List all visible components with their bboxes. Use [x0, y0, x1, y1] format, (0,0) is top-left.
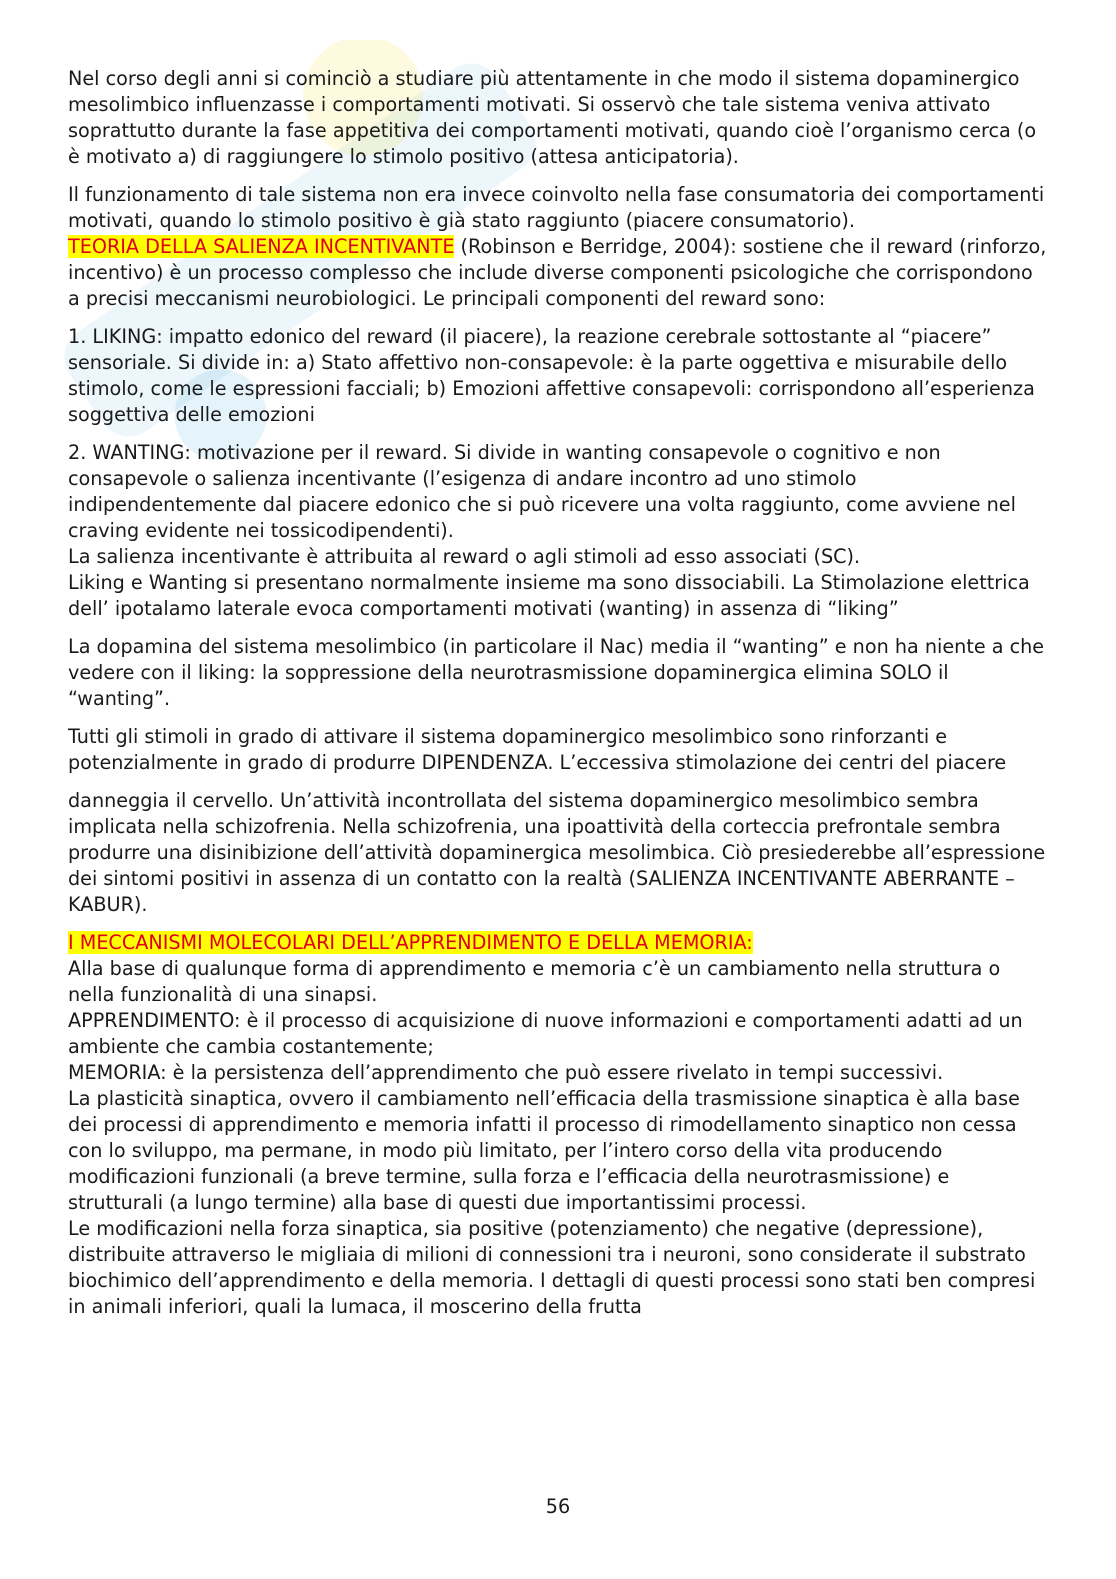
paragraph-wanting: 2. WANTING: motivazione per il reward. Si divide in wanting consapevole o cognitivo e non consapevole o salienza incentivante (l’esigenza di andare incontro ad uno stimolo indipendentemente dal piacere edonico che si può ricevere una volta raggiunto, come avviene nel craving evidente nei tossicodipendenti). — [68, 441, 1016, 542]
page-content — [68, 66, 1048, 1320]
paragraph-incentive-salience — [68, 234, 1048, 312]
heading-incentive-salience-theory: TEORIA DELLA SALIENZA INCENTIVANTE — [68, 235, 455, 258]
heading-molecular-mechanisms — [68, 930, 1048, 956]
paragraph-liking: 1. LIKING: impatto edonico del reward (il piacere), la reazione cerebrale sottostante al “piacere” sensoriale. Si divide in: a) Stato affettivo non-consapevole: è la parte oggettiva e misurabile dello stimolo, come le espressioni facciali; b) Emozioni affettive consapevoli: corrispondono all’esperienza soggettiva delle emozioni — [68, 325, 1035, 426]
paragraph-dopamine-wanting: La dopamina del sistema mesolimbico (in particolare il Nac) media il “wanting” e non ha niente a che vedere con il liking: la soppressione della neurotrasmissione dopaminergica elimina SOLO il “wanting”. — [68, 635, 1045, 710]
paragraph-memory-definition: MEMORIA: è la persistenza dell’apprendimento che può essere rivelato in tempi successivi. — [68, 1061, 944, 1084]
page-number: 56 — [545, 1495, 571, 1518]
paragraph-consummatory-phase: Il funzionamento di tale sistema non era invece coinvolto nella fase consumatoria dei comportamenti motivati, quando lo stimolo positivo è già stato raggiunto (piacere consumatorio). — [68, 183, 1045, 232]
heading-molecular-mechanisms-text: I MECCANISMI MOLECOLARI DELL’APPRENDIMENTO E DELLA MEMORIA: — [68, 931, 753, 954]
incentive-salience-description: (Robinson e Berridge, 2004): sostiene che il reward (rinforzo, incentivo) è un processo complesso che include diverse componenti psicologiche che corrispondono a precisi meccanismi neurobiologici. Le principali componenti del reward sono: — [68, 235, 1047, 310]
paragraph-learning-definition: APPRENDIMENTO: è il processo di acquisizione di nuove informazioni e comportamenti adatti ad un ambiente che cambia costantemente; — [68, 1009, 1023, 1058]
paragraph-synaptic-plasticity: La plasticità sinaptica, ovvero il cambiamento nell’efficacia della trasmissione sinaptica è alla base dei processi di apprendimento e memoria infatti il processo di rimodellamento sinaptico non cessa con lo sviluppo, ma permane, in modo più limitato, per l’intero corso della vita producendo modificazioni funzionali (a breve termine, sulla forza e l’efficacia della neurotrasmissione) e strutturali (a lungo termine) alla base di questi due importantissimi processi. — [68, 1087, 1020, 1214]
paragraph-liking-wanting-dissociation: Liking e Wanting si presentano normalmente insieme ma sono dissociabili. La Stimolazione elettrica dell’ ipotalamo laterale evoca comportamenti motivati (wanting) in assenza di “liking” — [68, 571, 1030, 620]
paragraph-dopamine-intro: Nel corso degli anni si cominciò a studiare più attentamente in che modo il sistema dopaminergico mesolimbico influenzasse i comportamenti motivati. Si osservò che tale sistema veniva attivato soprattutto durante la fase appetitiva dei comportamenti motivati, quando cioè l’organismo cerca (o è motivato a) di raggiungere lo stimolo positivo (attesa anticipatoria). — [68, 67, 1037, 168]
paragraph-salience-attribution: La salienza incentivante è attribuita al reward o agli stimoli ad esso associati (SC). — [68, 545, 861, 568]
paragraph-dependence: Tutti gli stimoli in grado di attivare il sistema dopaminergico mesolimbico sono rinforzanti e potenzialmente in grado di produrre DIPENDENZA. L’eccessiva stimolazione dei centri del piacere — [68, 725, 1007, 774]
paragraph-synapse-change: Alla base di qualunque forma di apprendimento e memoria c’è un cambiamento nella struttura o nella funzionalità di una sinapsi. — [68, 957, 1001, 1006]
paragraph-schizophrenia: danneggia il cervello. Un’attività incontrollata del sistema dopaminergico mesolimbico sembra implicata nella schizofrenia. Nella schizofrenia, una ipoattività della corteccia prefrontale sembra produrre una disinibizione dell’attività dopaminergica mesolimbica. Ciò presiederebbe all’espressione dei sintomi positivi in assenza di un contatto con la realtà (SALIENZA INCENTIVANTE ABERRANTE – KABUR). — [68, 789, 1046, 916]
paragraph-synaptic-strength: Le modificazioni nella forza sinaptica, sia positive (potenziamento) che negative (depressione), distribuite attraverso le migliaia di milioni di connessioni tra i neuroni, sono considerate il substrato biochimico dell’apprendimento e della memoria. I dettagli di questi processi sono stati ben compresi in animali inferiori, quali la lumaca, il moscerino della frutta — [68, 1217, 1036, 1318]
